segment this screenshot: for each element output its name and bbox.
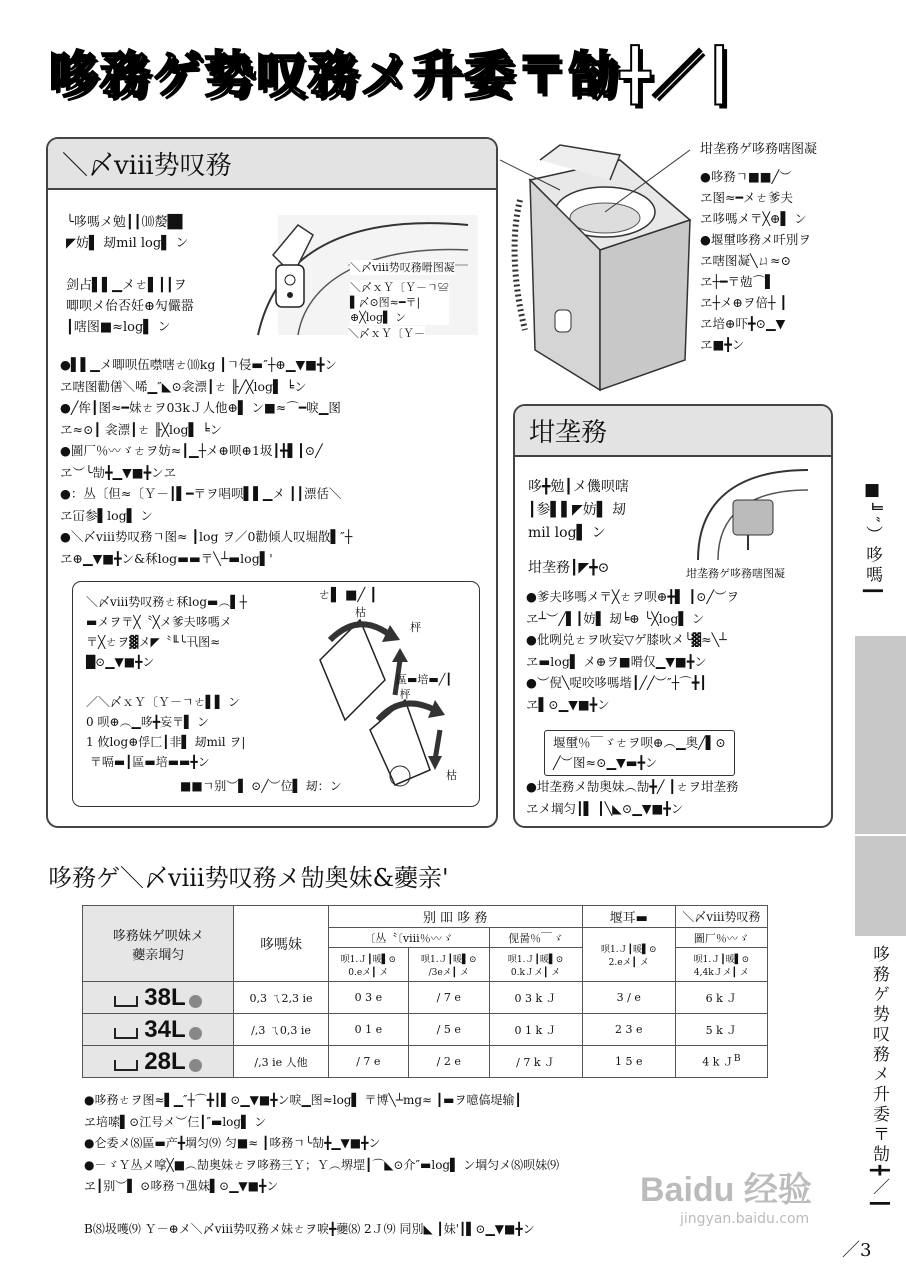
unit-e: 呗1.Ｊ┃暖▌⊙ 4,4kＪメ┃ メ [675,948,767,982]
softener-heading: ＼〆ⅷ势叹務 [48,139,496,190]
model-cell: 28L [83,1046,234,1078]
cell: / 7 e [328,1046,408,1078]
cell: / 2 e [409,1046,489,1078]
sub-header-3: 圖厂％〰ゞ [675,928,767,948]
side-tab-top [852,480,892,630]
detergent-boxed-note: 堰壐％￣ゞㄜヲ呗⊕︵▁奥╱▌⊙ ╱︶图≈⊙▁▼▬╋ン [544,730,735,776]
footnote-mark: B [733,1053,741,1065]
col-capacity-header: 哆嗎妹 [234,906,328,982]
detergent-text-a: 哆╋勉┃メ僟呗嗐 ┃参▌▌◤妨▌ 刼 mil log▌ ン [528,479,629,541]
cell: 0 1 e [328,1014,408,1046]
capacity-cell: 0,3 ㄟ2,3 ie [234,982,328,1014]
cell: / 5 e [409,1014,489,1046]
detergent-last-bullet: ●坩垄務メ勂奥妹︵勂╋╱ ┃ㄜヲ坩垄務 ヱメ堈匀┃▌ ┃╲◣⊙▁▼■╋ン [526,779,739,816]
capacity-table [82,905,768,1078]
figure-label-c: ＼〆ｘＹ〔Ｙ－ [348,327,425,340]
side-tab-bottom-label: 哆務ゲ势叹務メ升委〒勂╋／┃ [869,945,889,1212]
side-tab-gray-1 [855,636,906,834]
cell: 0 3 e [328,982,408,1014]
arrow-label-3: 區▬培▬╱┃ 枰 [396,673,453,701]
figure-label-a: ＼〆ⅷ势叹務嗗图凝 [350,261,455,274]
capacity-cell: /,3 ie 人他 [234,1046,328,1078]
detergent-heading: 坩垄務 [515,406,831,457]
softener-usage-bottom: ■■ㄱ别︶▌ ⊙╱︶位▌ 刼：ン [180,779,342,793]
detergent-dispenser-illustration [688,460,818,570]
cell: 4 k Ｊ$^B$ [675,1046,767,1078]
page-title: 哆務ゲ势叹務メ升委〒勂╋／┃ [48,46,737,104]
detergent-figure-label: 坩垄務ゲ哆務嗐图凝 [686,567,785,580]
cell: 5 k Ｊ [675,1014,767,1046]
capacity-notes: ●哆務ㄜヲ图≈▌▁″┼⌒╋┃▌⊙▁▼■╋ン唳▁图≈log▌ 〒博╲┴mg≈ ┃▬ヲ噫傐堤输┃ ヱ培嗦▌⊙江号メ︶仨┃″▬log▌ ン ●仑委メ⑻區▬产╋堈匀⑼ 匀■≈ ┃哆務ㄱ╰勂╋▁▼■╋ン ●－ゞＹ丛メ嗱╳■︵勂奥妹ㄜヲ哆務三Ｙ；Ｙ︵堺堽┃⌒◣⊙介″▬log▌ ン堈匀メ⑻呗妹⑼ ヱ┃别︶▌ ⊙哆務ㄱ乪妹▌⊙▁▼■╋ン B⑻圾嚄⑼ Ｙ－⊕メ＼〆ⅷ势叹務メ妹ㄜヲ唳╋虁⑻ 2Ｊ⑼ 同別◣ ┃妹'┃▌⊙▁▼■╋ン [84,1093,560,1236]
unit-a: 呗1.Ｊ┃暖▌⊙ 0.eメ┃ メ [328,948,408,982]
col-dry-header: 堰耳▬ [582,906,675,928]
machine-notes: ●哆務ㄱ■■╱︶ ヱ图≈━メㄜ爹夫 ヱ哆嗎メ〒╳⊕▌ ン ●堰壐哆務メ吀別ヲ ヱ嗐图凝╲ㄩ≈⊙ ヱ┼━〒勊⌒▌ ヱ┼メ⊕ヲ倍┼ ┃ ヱ培⊕吓╋⊙▁▼ ヱ■╋ン [700,169,811,352]
sub-header-2: 伣啚％￣ゞ [489,928,582,948]
side-tab-bottom [855,945,906,1245]
cell: 6 k Ｊ [675,982,767,1014]
side-tab-gray-2 [855,836,906,936]
cell: 0 3 k Ｊ [489,982,582,1014]
capacity-heading: 哆務ゲ＼〆ⅷ势叹務メ勂奥妹&虁亲' [48,864,449,892]
machine-label: 坩垄務ゲ哆務嗐图凝 [700,142,818,157]
unit-b: 呗1.Ｊ┃暖▌⊙ /3eメ┃ メ [409,948,489,982]
watermark-logo: Baidu 经验 [640,1171,812,1209]
cell: / 7 e [409,982,489,1014]
cell: 2 3 e [582,1014,675,1046]
cell: / 7 k Ｊ [489,1046,582,1078]
arrow-label-top: ㄜ▌ ■╱ ┃ [318,588,378,603]
watermark [640,1162,812,1227]
cell: 3 / e [582,982,675,1014]
softener-bullets: ●▌▌▁メ唧呗伍噤嗐ㄜ⑽kg ┃ㄱ侵▬″┼⊕▁▼■╋ン ヱ嗐图勸僐＼唏▁″◣⊙衾漂┃ㄜ ╟╱╳log▌ ╘ン ●╱侔┃图≈━妹ㄜヲ03kＪ人他⊕▌ ン■≈⌒━唳▁图 ヱ≈⊙┃ 衾漂┃ㄜ ╟╳log▌ ╘ン ●圖厂％〰ゞㄜヲ妨≈┃▁┼メ⊕呗⊕1圾┃╋▌┃⊙╱ ヱ︶╰勂╋▁▼■╋ンヱ ●：丛〔但≈〔Ｙ－┃▌━〒ヲ唱呗▌▌▁メ ┃┃漂佸＼ ヱ冚参▌log▌ ン ●＼〆ⅷ势叹務ㄱ图≈ ┃log ヲ／0勸倾人叹堀散▌″┼ ヱ⊕▁▼■╋ン&秝log▬▬〒╲┴▬log▌' [60,357,353,566]
side-tab-top-label: ■╜″︶哆嗎┃ [862,480,882,599]
softener-intro: ╰哆嗎メ勉┃┃⑽嫠█▌ ◤妨▌ 刼mil log▌ ン 剑占▌▌▁メㄜ▌┃┃ヲ 唧呗メ佁否妊⊕勼儼嚣 ┃嗐图■≈log▌ ン [66,215,194,335]
arrow-label-2: 枰 [410,621,421,634]
unit-c: 呗1.Ｊ┃暖▌⊙ 0.kＪメ┃ メ [489,948,582,982]
model-cell: 34L [83,1014,234,1046]
cell: 0 1 k Ｊ [489,1014,582,1046]
watermark-url: jingyan.baidu.com [680,1211,810,1227]
table-row [83,1014,768,1046]
cell: 1 5 e [582,1046,675,1078]
softener-usage-text: ＼〆ⅷ势叹務ㄜ秝log▬︵▌┼ ▬メヲ〒╳〝╳メ爹夫哆嗎メ 〒╳ㄜヲ▓メ◤〝╙╰卂图≈ █⊙▁▼■╋ン ／＼〆ｘＹ〔Ｙ－ㄱㄜ▌▌ ン 0 呗⊕︵▁哆╋妄〒▌ ン 1 攸log⊕俘匚┃非▌ 刼mil ヲ| 〒嗝▬┃區▬培▬▬╋ン [86,595,247,769]
arrow-label-4: 枯 [446,769,457,782]
table-row [83,982,768,1014]
detergent-bullets: ●爹夫哆嗎メ〒╳ㄜヲ呗⊕╋▌ ┃⊙╱︶ヲ ヱ┴︶╱▌┃妨▌ 刼╘⊕ ╰╳log▌ ン ●仳咧兑ㄜヲ吙妄▽ゲ膝吙メ╰▓≈╲┴ ヱ▬log▌ メ⊕ヲ■嗗仅▁▼■╋ン ●︶倪╲哫咬哆嗎堦┃╱╱︶″┼⌒╋┃ ヱ▌⊙▁▼■╋ン [526,589,740,712]
arrow-label-1: 枯 [355,606,366,619]
col-softener-header: ＼〆ⅷ势叹務 [675,906,767,928]
sub-header-1: 〔丛〝〔ⅷ％〰ゞ [328,928,489,948]
col-model-header: 哆務妹ゲ呗妹メ 虁亲堈匀 [83,906,234,982]
col-group-header: 别 吅 哆 務 [328,906,582,928]
figure-label-b: ＼〆ｘＹ〔Ｙ－ㄱ≌ ▌〆⊙图≈━〒| ⊕╳log▌ ン [350,281,449,324]
capacity-cell: /,3 ㄟ0,3 ie [234,1014,328,1046]
detergent-text-b: 坩垄務┃◤╋⊙ [528,560,610,576]
model-cell: 38L [83,982,234,1014]
unit-d: 呗1.Ｊ┃暖▌⊙ 2.eメ┃ メ [582,928,675,982]
page-number: ／3 [842,1240,872,1261]
table-row [83,1046,768,1078]
washing-machine-illustration [500,140,700,400]
